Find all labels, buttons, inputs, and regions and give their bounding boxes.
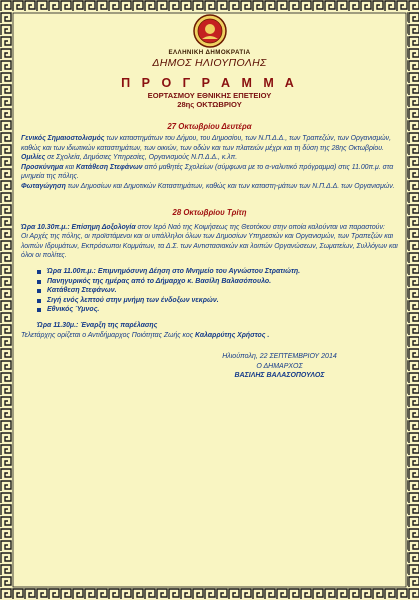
day1-lighting (21, 182, 398, 192)
speeches-text: σε Σχολεία, Δημόσιες Υπηρεσίες, Οργανισμούς Ν.Π.Δ.Δ., κ.λπ. (45, 154, 238, 162)
document-content (17, 14, 402, 586)
program-title: Π Ρ Ο Γ Ρ Α Μ Μ Α (121, 76, 298, 90)
parade-label: Έναρξη της παρέλασης (78, 321, 158, 329)
homage-joiner: και (63, 163, 76, 171)
municipality-header: ΔΗΜΟΣ ΗΛΙΟΥΠΟΛΗΣ (152, 57, 267, 69)
ceremonies-text: Τελετάρχης ορίζεται ο Αντιδήμαρχος Ποιότητας Ζωής κος (21, 331, 196, 339)
doxology-label: Επίσημη Δοξολογία (69, 223, 136, 231)
day2-doxology (21, 223, 398, 233)
program-date-line: 28ης ΟΚΤΩΒΡΙΟΥ (177, 100, 242, 109)
state-header: ΕΛΛΗΝΙΚΗ ΔΗΜΟΚΡΑΤΙΑ (168, 49, 251, 56)
signature-place-date: Ηλιούπολη, 22 ΣΕΠΤΕΜΒΡΙΟΥ 2014 (222, 353, 337, 361)
day2-heading: 28 Οκτωβρίου Τρίτη (172, 207, 247, 217)
municipality-emblem-icon (193, 14, 227, 48)
lighting-text: των Δημοσίων και Δημοτικών Καταστημάτων, καθώς και των καταστη-μάτων των Ν.Π.Δ.Δ. των Οργανισμών. (65, 182, 395, 190)
day2-attendees: Οι Αρχές της πόλης, οι προϊστάμενοι και οι υπάλληλοι όλων των Δημοσίων Υπηρεσιών και Οργανισμών, των Τραπεζών και λοιπών Ιδρυμάτων, Εκπρόσωποι Κομμάτων, τα Δ.Σ. των Αντιστασιακών και λοιπών Οργανώσεων, Σωματείων, Συλλόγων και όλοι οι πολίτες. (21, 233, 398, 260)
flags-text: των καταστημάτων του Δήμου, του Δημοσίου, των Ν.Π.Δ.Δ., των Τραπεζών, των Οργανισμών, καθώς και των ιδιωτικών καταστημάτων, των οικιών, των οδών και των πλατειών μέχρι και τη δύση της 28ης Οκτωβρίου. (21, 135, 391, 152)
doxology-text: στον Ιερό Ναό της Κοιμήσεως της Θεοτόκου στην οποία καλούνται να παραστούν: (135, 223, 385, 231)
homage-label: Προσκύνημα (21, 163, 64, 171)
list-item: Σιγή ενός λεπτού στην μνήμη των ένδοξων νεκρών. (37, 296, 398, 306)
day1-heading: 27 Οκτωβρίου Δευτέρα (167, 122, 252, 131)
ceremonies-name: Καλαρρύτης Χρήστος (195, 331, 266, 339)
day2-ceremony-list (37, 267, 398, 315)
list-item: Εθνικός Ύμνος. (37, 305, 398, 315)
day1-wreaths (21, 163, 398, 182)
day2-parade (37, 321, 398, 331)
ceremonies-end: . (265, 331, 270, 339)
wreaths-label: Κατάθεση Στεφάνων (76, 163, 143, 171)
list-item: Πανηγυρικός της ημέρας από το Δήμαρχο κ. Βασίλη Βαλασόπουλο. (37, 277, 398, 287)
doxology-time: Ώρα 10.30π.μ.: (21, 223, 70, 231)
day2-master-of-ceremonies (21, 331, 398, 341)
day1-speeches (21, 153, 398, 163)
list-item: Ώρα 11.00π.μ.: Επιμνημόσυνη Δέηση στο Μνημείο του Αγνώστου Στρατιώτη. (37, 267, 398, 277)
signature-block (161, 352, 398, 381)
speeches-label: Ομιλίες (21, 154, 46, 162)
program-subtitle: ΕΟΡΤΑΣΜΟΥ ΕΘΝΙΚΗΣ ΕΠΕΤΕΙΟΥ (147, 91, 272, 100)
signature-name: ΒΑΣΙΛΗΣ ΒΑΛΑΣΟΠΟΥΛΟΣ (234, 372, 325, 380)
lighting-label: Φωταγώγηση (21, 182, 66, 190)
flags-label: Γενικός Σημαιοστολισμός (21, 135, 105, 142)
signature-role: Ο ΔΗΜΑΡΧΟΣ (256, 362, 303, 370)
list-item: Κατάθεση Στεφάνων. (37, 286, 398, 296)
wreaths-text: από μαθητές Σχολείων (σύμφωνα με το α-ναλυτικό πρόγραμμα) στις 11.00π.μ. στα μνημεία της πόλης. (21, 163, 394, 181)
parade-time: Ώρα 11.30μ.: (37, 321, 79, 329)
day1-flags (21, 134, 398, 153)
